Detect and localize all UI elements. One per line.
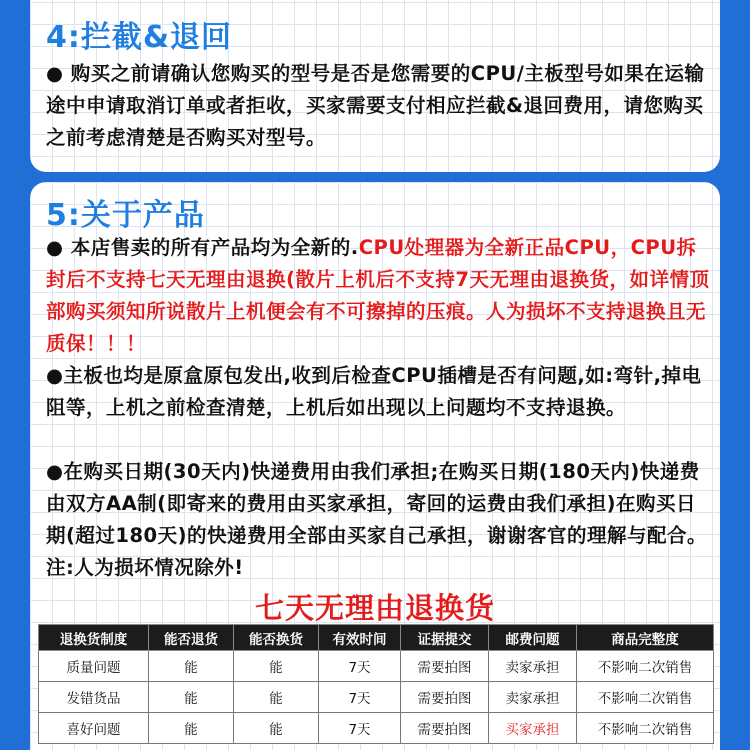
table-cell: 能 xyxy=(234,713,319,744)
paragraph-1-red-text: CPU处理器为全新正品CPU，CPU拆封后不支持七天无理由退换(散片上机后不支持7天无理由退换货，如详情顶部购买须知所说散片上机便会有不可擦掉的压痕。人为损坏不支持退换且无质保！！！ xyxy=(46,236,710,355)
header-cell: 证据提交 xyxy=(401,625,489,651)
section-5-paragraph-3: ●在购买日期(30天内)快递费用由我们承担;在购买日期(180天内)快递费由双方AA制(即寄来的费用由买家承担，寄回的运费由我们承担)在购买日期(超过180天)的快递费用全部由买家自己承担，谢谢客官的理解与配合。注:人为损坏情况除外! xyxy=(46,460,708,579)
header-cell: 邮费问题 xyxy=(489,625,577,651)
table-cell: 需要拍图 xyxy=(401,682,489,713)
section-5-paragraph-2: ●主板也均是原盒原包发出,收到后检查CPU插槽是否有问题,如:弯针,掉电阻等，上机之前检查清楚，上机后如出现以上问题均不支持退换。 xyxy=(46,364,702,419)
table-cell: 卖家承担 xyxy=(489,651,577,682)
section-4-paragraph: ● 购买之前请确认您购买的型号是否是您需要的CPU/主板型号如果在运输途中申请取消订单或者拒收，买家需要支付相应拦截&退回费用，请您购买之前考虑清楚是否购买对型号。 xyxy=(46,62,705,149)
table-cell: 能 xyxy=(149,651,234,682)
table-cell: 不影响二次销售 xyxy=(577,682,714,713)
table-cell: 需要拍图 xyxy=(401,651,489,682)
paragraph-1-black-text: ● 本店售卖的所有产品均为全新的. xyxy=(46,236,359,259)
table-cell: 卖家承担 xyxy=(489,682,577,713)
header-cell: 能否换货 xyxy=(234,625,319,651)
table-cell: 7天 xyxy=(319,651,401,682)
table-cell: 发错货品 xyxy=(39,682,149,713)
section-4-panel xyxy=(30,0,720,172)
table-cell: 不影响二次销售 xyxy=(577,651,714,682)
table-row xyxy=(39,682,714,713)
policy-table xyxy=(38,624,714,744)
table-cell: 7天 xyxy=(319,713,401,744)
table-cell: 喜好问题 xyxy=(39,713,149,744)
header-cell: 有效时间 xyxy=(319,625,401,651)
table-row xyxy=(39,713,714,744)
header-cell: 商品完整度 xyxy=(577,625,714,651)
table-cell: 质量问题 xyxy=(39,651,149,682)
policy-title: 七天无理由退换货 xyxy=(254,591,495,625)
table-cell-highlight: 买家承担 xyxy=(489,713,577,744)
table-cell: 能 xyxy=(234,651,319,682)
table-cell: 不影响二次销售 xyxy=(577,713,714,744)
section-5-panel xyxy=(30,182,720,750)
table-row xyxy=(39,651,714,682)
section-5-paragraph-1 xyxy=(46,232,711,360)
section-4-title: 4:拦截&退回 xyxy=(46,20,233,55)
table-cell: 7天 xyxy=(319,682,401,713)
table-cell: 能 xyxy=(149,682,234,713)
header-cell: 退换货制度 xyxy=(39,625,149,651)
header-cell: 能否退货 xyxy=(149,625,234,651)
table-cell: 需要拍图 xyxy=(401,713,489,744)
table-header-row xyxy=(39,625,714,651)
section-5-title: 5:关于产品 xyxy=(46,198,205,233)
table-cell: 能 xyxy=(149,713,234,744)
table-cell: 能 xyxy=(234,682,319,713)
